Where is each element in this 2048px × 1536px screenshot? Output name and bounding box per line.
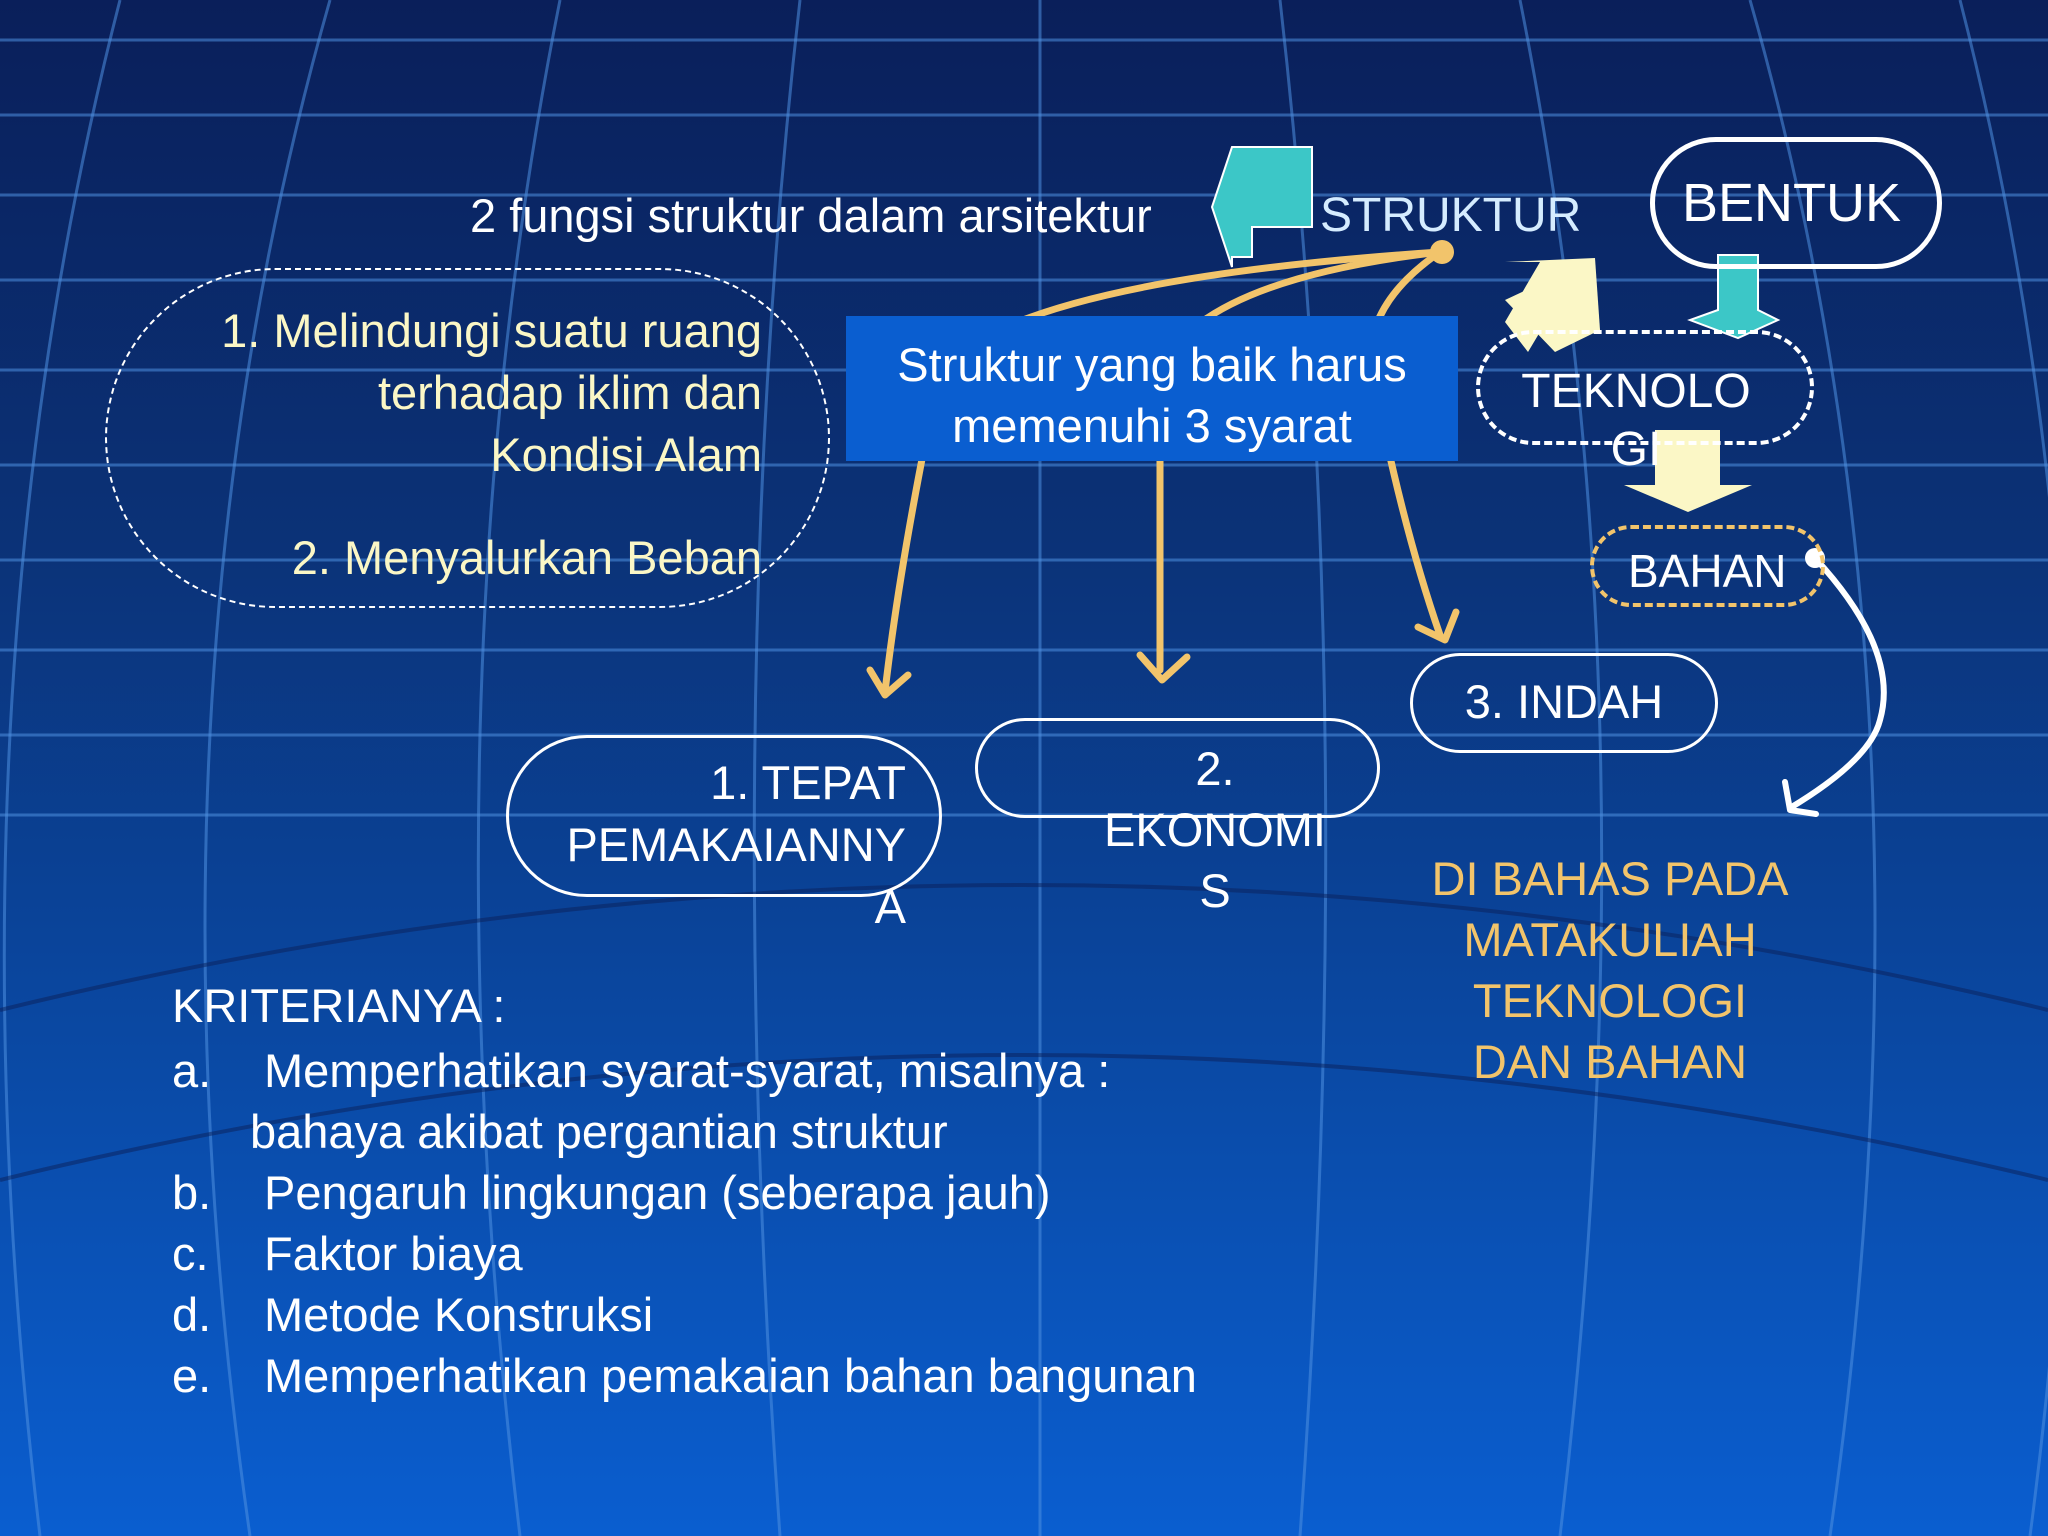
criteria-item <box>172 1040 1197 1101</box>
arrow-to-ekonomis <box>1160 252 1440 670</box>
criteria-text: Metode Konstruksi <box>264 1288 654 1341</box>
syarat-tepat-label: 1. TEPAT PEMAKAIANNY A <box>566 756 906 933</box>
criteria-item <box>172 1101 1197 1162</box>
criteria-marker: a. <box>172 1044 212 1097</box>
criteria-text: Memperhatikan pemakaian bahan bangunan <box>264 1349 1197 1402</box>
criteria-marker: c. <box>172 1227 209 1280</box>
criteria-text: Faktor biaya <box>264 1227 523 1280</box>
criteria-list <box>172 1040 1197 1406</box>
requirement-box: Struktur yang baik harus memenuhi 3 syarat <box>846 316 1458 461</box>
criteria-item <box>172 1162 1197 1223</box>
teknologi-label: TEKNOLO GI <box>1521 365 1751 476</box>
criteria-marker: d. <box>172 1288 212 1341</box>
criteria-item <box>172 1223 1197 1284</box>
struktur-node-dot <box>1430 240 1454 264</box>
functions-label: 2 fungsi struktur dalam arsitektur <box>470 189 1152 242</box>
bahan-label: BAHAN <box>1628 545 1787 597</box>
teal-left-arrow <box>1212 147 1312 267</box>
criteria-item <box>172 1284 1197 1345</box>
criteria-item <box>172 1345 1197 1406</box>
criteria-heading: KRITERIANYA : <box>172 979 506 1032</box>
matakuliah-note: DI BAHAS PADA MATAKULIAH TEKNOLOGI DAN BAHAN <box>1431 852 1789 1088</box>
bentuk-label: BENTUK <box>1682 173 1902 233</box>
criteria-marker: b. <box>172 1166 212 1219</box>
criteria-marker <box>172 1101 250 1162</box>
function-item-1: 1. Melindungi suatu ruang terhadap iklim dan Kondisi Alam <box>221 304 762 481</box>
function-item-2: 2. Menyalurkan Beban <box>291 531 762 584</box>
syarat-ekonomis-label: 2. EKONOMI S <box>1104 742 1326 917</box>
criteria-marker: e. <box>172 1349 212 1402</box>
criteria-text: Pengaruh lingkungan (seberapa jauh) <box>264 1166 1051 1219</box>
criteria-text: bahaya akibat pergantian struktur <box>250 1105 948 1158</box>
syarat-indah-label: 3. INDAH <box>1464 675 1664 728</box>
struktur-label: STRUKTUR <box>1320 189 1582 242</box>
criteria-text: Memperhatikan syarat-syarat, misalnya : <box>264 1044 1111 1097</box>
